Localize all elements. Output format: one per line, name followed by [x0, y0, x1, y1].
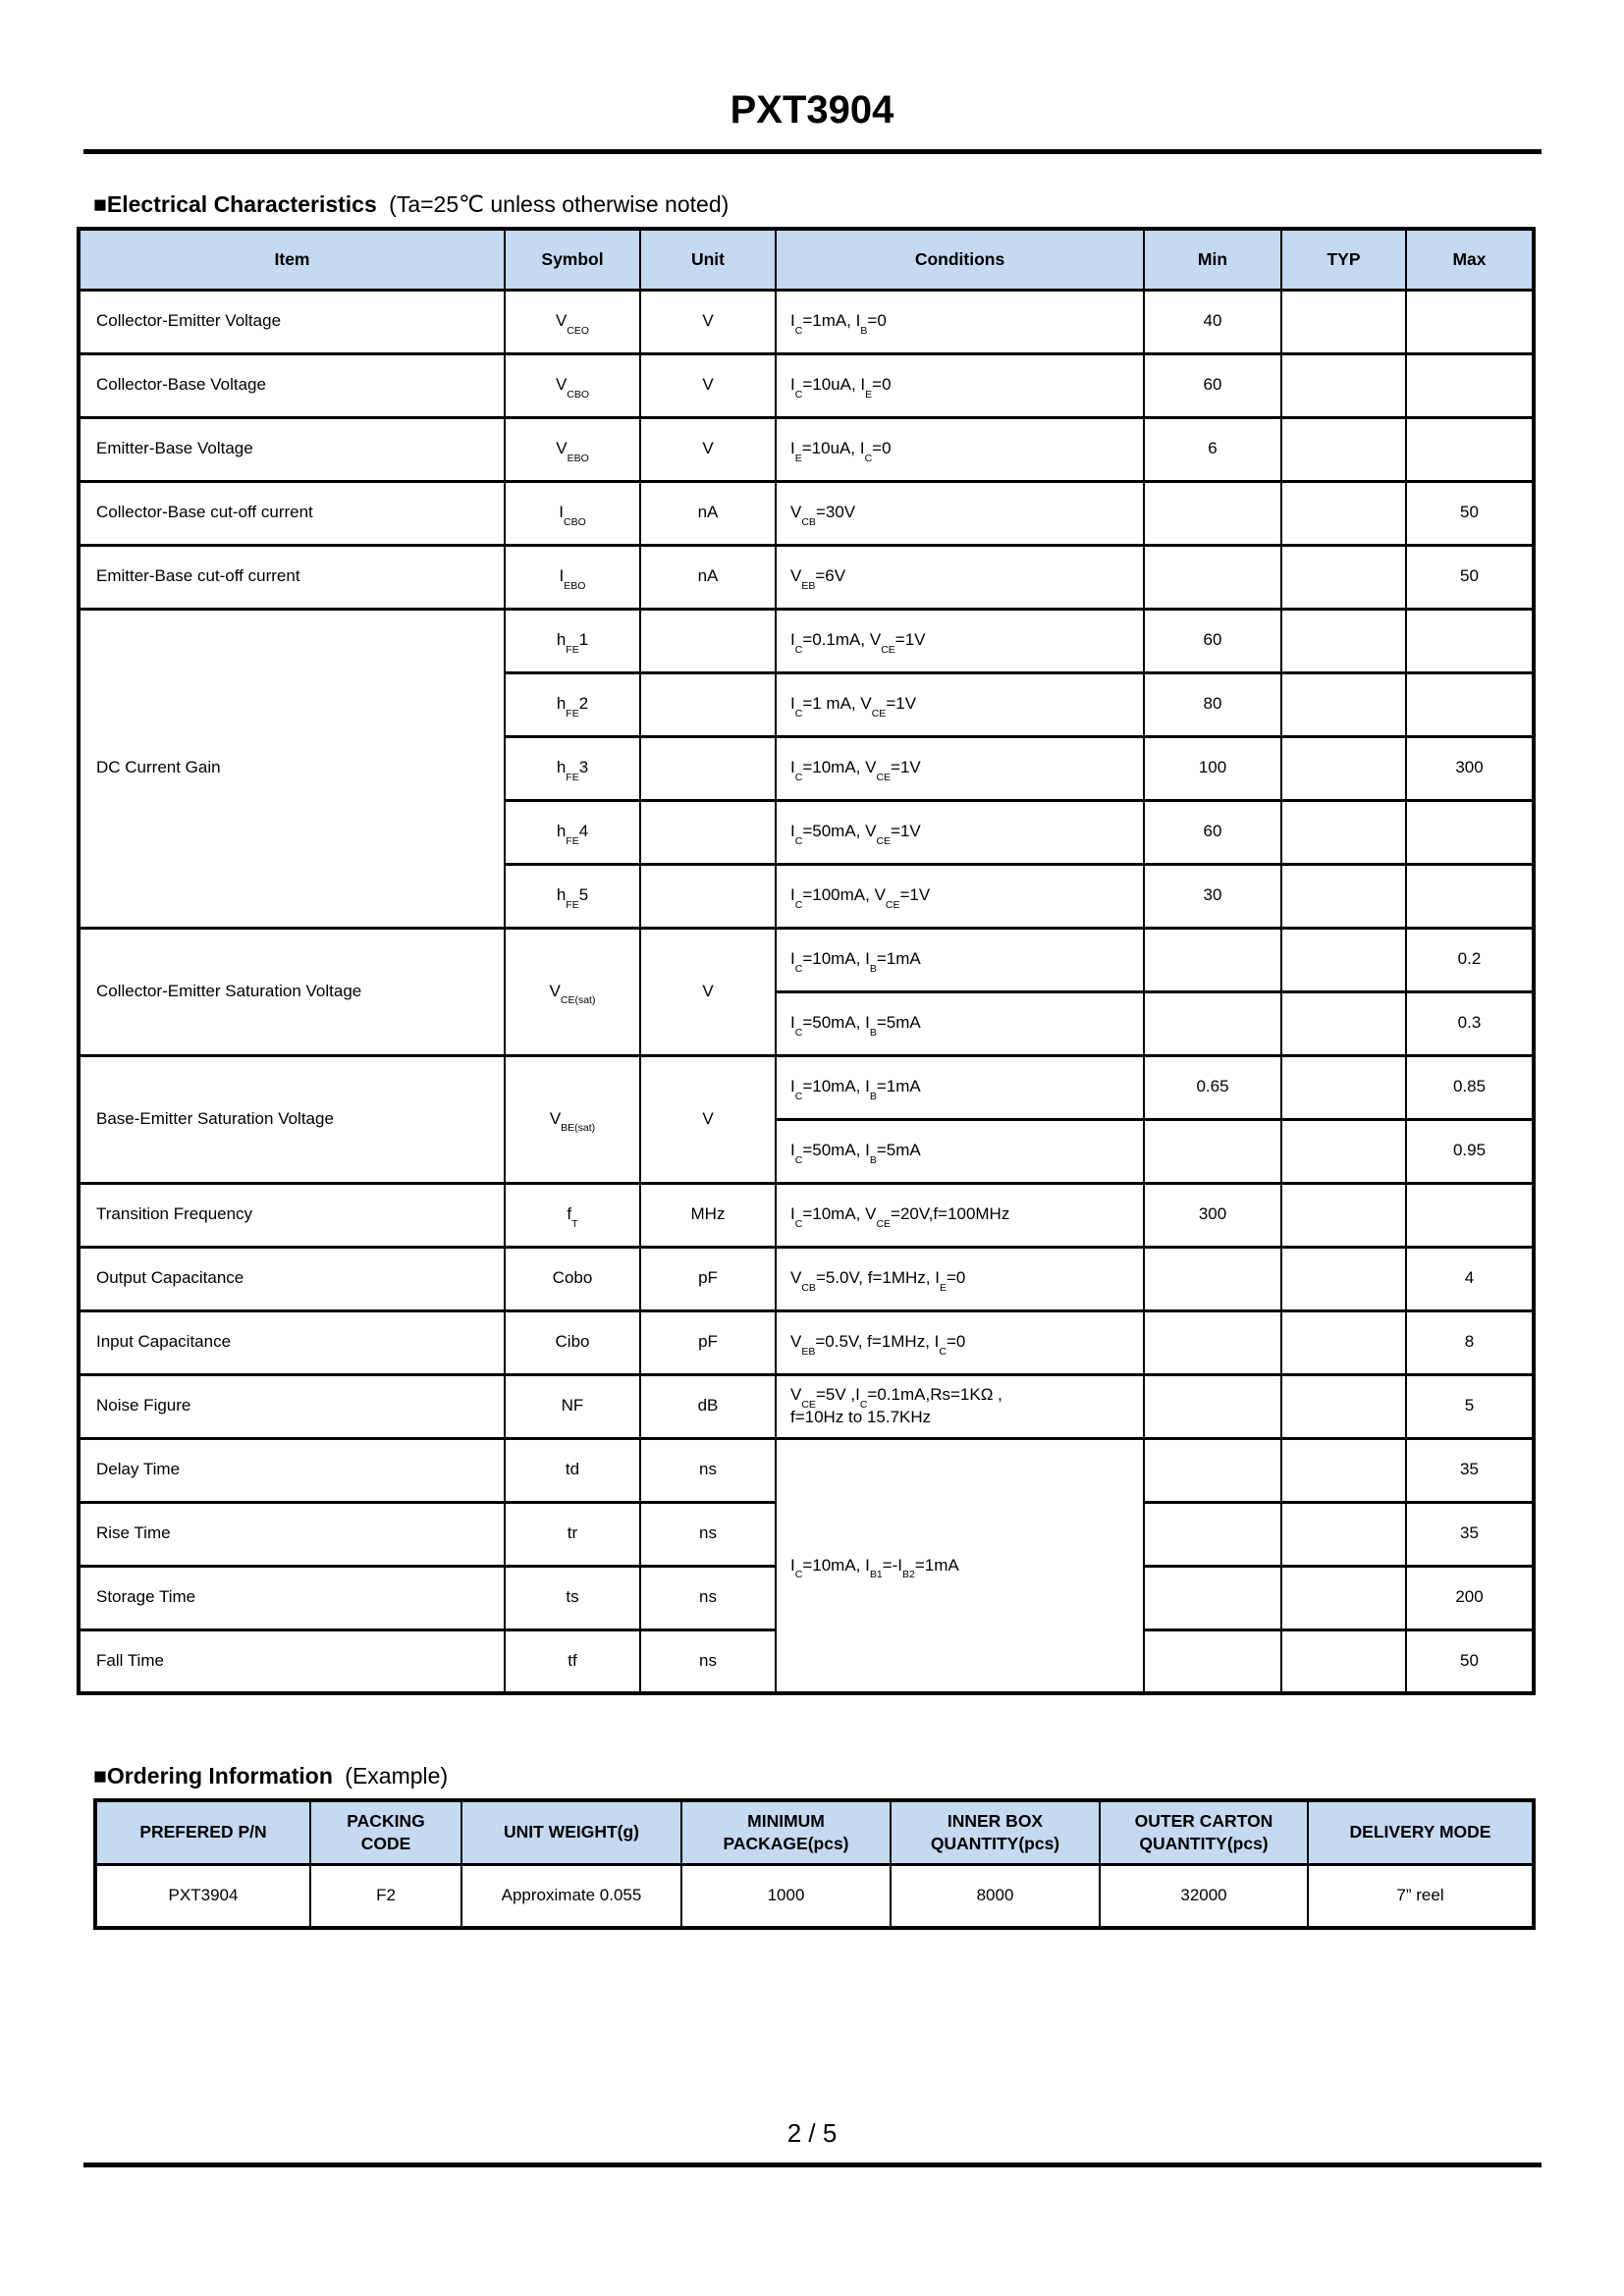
cell-symbol: $V_{EBO}$	[505, 417, 640, 481]
cell-item: Input Capacitance	[79, 1310, 505, 1374]
cell-typ	[1281, 1566, 1406, 1629]
cell-typ	[1281, 353, 1406, 417]
cell-typ	[1281, 290, 1406, 353]
cell-symbol: $h_{FE}1$	[505, 609, 640, 672]
cell-conditions: $V_{CE}=5V$ $,I_C=0.1mA,Rs=1K\Omega$ , f=10Hz to 15.7KHz	[776, 1374, 1144, 1438]
cell-min: 80	[1144, 672, 1281, 736]
cell-conditions: $I_C=10mA$, $V_{CE}=1V$	[776, 736, 1144, 800]
cell-item: DC Current Gain	[79, 609, 505, 928]
cell-unit: ns	[640, 1502, 776, 1566]
cell-conditions: $I_C=10mA$, $I_B=1mA$	[776, 1055, 1144, 1119]
cell-conditions: $I_C=100mA$, $V_{CE}=1V$	[776, 864, 1144, 928]
table-row	[79, 1183, 1534, 1247]
cell-min	[1144, 481, 1281, 545]
cell-typ	[1281, 1055, 1406, 1119]
cell-max: 5	[1406, 1374, 1534, 1438]
cell-item: Collector-Base Voltage	[79, 353, 505, 417]
cell-typ	[1281, 736, 1406, 800]
table-row	[79, 481, 1534, 545]
column-header-max: Max	[1406, 229, 1534, 290]
cell-min	[1144, 991, 1281, 1055]
cell-symbol: $V_{CBO}$	[505, 353, 640, 417]
cell-max: 8	[1406, 1310, 1534, 1374]
cell-unit: V	[640, 417, 776, 481]
column-header-conditions: Conditions	[776, 229, 1144, 290]
cell-typ	[1281, 1502, 1406, 1566]
column-header-symbol: Symbol	[505, 229, 640, 290]
cell-min: 60	[1144, 800, 1281, 864]
cell-max: 300	[1406, 736, 1534, 800]
cell-symbol: $h_{FE}5$	[505, 864, 640, 928]
column-header-packing-code: PACKING CODE	[310, 1800, 461, 1864]
cell-minimum-package: 1000	[681, 1864, 891, 1928]
cell-delivery-mode: 7” reel	[1308, 1864, 1534, 1928]
cell-symbol: tf	[505, 1629, 640, 1693]
cell-typ	[1281, 545, 1406, 609]
cell-prefered-pn: PXT3904	[95, 1864, 310, 1928]
cell-typ	[1281, 800, 1406, 864]
cell-max	[1406, 417, 1534, 481]
cell-unit	[640, 800, 776, 864]
cell-conditions: $I_C=10mA$, $I_B=1mA$	[776, 928, 1144, 991]
table-row	[79, 1055, 1534, 1119]
title-rule	[83, 149, 1542, 154]
cell-symbol: Cibo	[505, 1310, 640, 1374]
ordering-table-body	[95, 1864, 1534, 1928]
cell-typ	[1281, 1247, 1406, 1310]
cell-conditions: $I_E=10uA$, $I_C=0$	[776, 417, 1144, 481]
cell-typ	[1281, 481, 1406, 545]
electrical-section-heading	[93, 191, 729, 219]
cell-max	[1406, 609, 1534, 672]
table-row	[95, 1864, 1534, 1928]
cell-min	[1144, 1438, 1281, 1502]
cell-max	[1406, 1183, 1534, 1247]
column-header-unit: Unit	[640, 229, 776, 290]
cell-symbol: $h_{FE}4$	[505, 800, 640, 864]
cell-item: Emitter-Base cut-off current	[79, 545, 505, 609]
cell-max	[1406, 290, 1534, 353]
cell-symbol: tr	[505, 1502, 640, 1566]
cell-unit: V	[640, 928, 776, 1055]
column-header-item: Item	[79, 229, 505, 290]
cell-min: 40	[1144, 290, 1281, 353]
cell-item: Collector-Base cut-off current	[79, 481, 505, 545]
cell-unit: ns	[640, 1629, 776, 1693]
cell-typ	[1281, 609, 1406, 672]
cell-item: Output Capacitance	[79, 1247, 505, 1310]
cell-item: Noise Figure	[79, 1374, 505, 1438]
cell-max: 0.95	[1406, 1119, 1534, 1183]
cell-max: 0.3	[1406, 991, 1534, 1055]
ordering-table-header	[95, 1800, 1534, 1864]
cell-unit: nA	[640, 545, 776, 609]
cell-max	[1406, 864, 1534, 928]
cell-min: 100	[1144, 736, 1281, 800]
column-header-delivery-mode: DELIVERY MODE	[1308, 1800, 1534, 1864]
electrical-heading-note: (Ta=25℃ unless otherwise noted)	[389, 191, 730, 217]
cell-min	[1144, 1566, 1281, 1629]
cell-conditions: $I_C=50mA$, $I_B=5mA$	[776, 1119, 1144, 1183]
cell-item: Emitter-Base Voltage	[79, 417, 505, 481]
cell-unit	[640, 736, 776, 800]
cell-min: 30	[1144, 864, 1281, 928]
table-row	[79, 928, 1534, 991]
cell-item: Delay Time	[79, 1438, 505, 1502]
cell-typ	[1281, 864, 1406, 928]
cell-min	[1144, 545, 1281, 609]
cell-max	[1406, 800, 1534, 864]
header-row	[79, 229, 1534, 290]
table-row	[79, 1374, 1534, 1438]
table-row	[79, 1310, 1534, 1374]
footer-rule	[83, 2163, 1542, 2167]
cell-symbol: $h_{FE}2$	[505, 672, 640, 736]
table-row	[79, 290, 1534, 353]
cell-symbol: $V_{CE(sat)}$	[505, 928, 640, 1055]
cell-conditions: $I_C=1mA$, $I_B=0$	[776, 290, 1144, 353]
cell-symbol: $V_{BE(sat)}$	[505, 1055, 640, 1183]
cell-symbol: Cobo	[505, 1247, 640, 1310]
cell-typ	[1281, 1310, 1406, 1374]
cell-conditions: $V_{CB}=30V$	[776, 481, 1144, 545]
ordering-heading-text: ■Ordering Information	[93, 1763, 333, 1789]
cell-conditions: $I_C=10mA$, $V_{CE}=20V,f=100MHz$	[776, 1183, 1144, 1247]
cell-unit	[640, 609, 776, 672]
cell-unit-weight: Approximate 0.055	[461, 1864, 681, 1928]
ordering-section-heading	[93, 1763, 448, 1790]
cell-symbol: $f_T$	[505, 1183, 640, 1247]
cell-max: 35	[1406, 1502, 1534, 1566]
cell-unit: V	[640, 1055, 776, 1183]
page-number: 2 / 5	[786, 2118, 838, 2148]
cell-typ	[1281, 1183, 1406, 1247]
cell-conditions: $V_{EB}=0.5V$, f=1MHz, $I_C=0$	[776, 1310, 1144, 1374]
table-row	[79, 1247, 1534, 1310]
column-header-outer-carton-quantity: OUTER CARTON QUANTITY(pcs)	[1100, 1800, 1308, 1864]
electrical-table-header	[79, 229, 1534, 290]
cell-outer-carton-quantity: 32000	[1100, 1864, 1308, 1928]
cell-item: Transition Frequency	[79, 1183, 505, 1247]
column-header-minimum-package: MINIMUM PACKAGE(pcs)	[681, 1800, 891, 1864]
column-header-typ: TYP	[1281, 229, 1406, 290]
cell-unit: V	[640, 353, 776, 417]
table-row	[79, 609, 1534, 672]
electrical-heading-text: ■Electrical Characteristics	[93, 191, 377, 217]
cell-unit: pF	[640, 1247, 776, 1310]
cell-conditions: $V_{EB}=6V$	[776, 545, 1144, 609]
cell-symbol: $I_{EBO}$	[505, 545, 640, 609]
cell-max: 4	[1406, 1247, 1534, 1310]
cell-typ	[1281, 1629, 1406, 1693]
cell-typ	[1281, 928, 1406, 991]
table-row	[79, 1438, 1534, 1502]
cell-item: Fall Time	[79, 1629, 505, 1693]
cell-unit	[640, 672, 776, 736]
column-header-min: Min	[1144, 229, 1281, 290]
cell-min: 6	[1144, 417, 1281, 481]
cell-unit: MHz	[640, 1183, 776, 1247]
cell-typ	[1281, 1119, 1406, 1183]
cell-symbol: NF	[505, 1374, 640, 1438]
cell-min	[1144, 928, 1281, 991]
cell-min: 60	[1144, 609, 1281, 672]
electrical-table-body	[79, 290, 1534, 1693]
table-row	[79, 353, 1534, 417]
cell-min: 60	[1144, 353, 1281, 417]
page-title: PXT3904	[730, 88, 894, 132]
cell-min	[1144, 1629, 1281, 1693]
column-header-inner-box-quantity: INNER BOX QUANTITY(pcs)	[891, 1800, 1100, 1864]
table-row	[79, 417, 1534, 481]
cell-max: 200	[1406, 1566, 1534, 1629]
cell-max	[1406, 672, 1534, 736]
cell-conditions: $I_C=0.1mA$, $V_{CE}=1V$	[776, 609, 1144, 672]
cell-unit	[640, 864, 776, 928]
cell-max: 0.2	[1406, 928, 1534, 991]
cell-typ	[1281, 672, 1406, 736]
cell-typ	[1281, 417, 1406, 481]
cell-max: 50	[1406, 481, 1534, 545]
ordering-information-table	[93, 1798, 1536, 1930]
cell-item: Rise Time	[79, 1502, 505, 1566]
cell-min: 0.65	[1144, 1055, 1281, 1119]
cell-max: 0.85	[1406, 1055, 1534, 1119]
cell-symbol: ts	[505, 1566, 640, 1629]
cell-conditions: $I_C=10uA$, $I_E=0$	[776, 353, 1144, 417]
cell-item: Base-Emitter Saturation Voltage	[79, 1055, 505, 1183]
cell-max: 50	[1406, 1629, 1534, 1693]
cell-conditions: $I_C=1$ mA, $V_{CE}=1V$	[776, 672, 1144, 736]
cell-unit: V	[640, 290, 776, 353]
column-header-unit-weight: UNIT WEIGHT(g)	[461, 1800, 681, 1864]
header-row	[95, 1800, 1534, 1864]
cell-item: Storage Time	[79, 1566, 505, 1629]
cell-min	[1144, 1119, 1281, 1183]
cell-typ	[1281, 991, 1406, 1055]
cell-min	[1144, 1310, 1281, 1374]
ordering-heading-note: (Example)	[345, 1763, 449, 1789]
cell-symbol: $h_{FE}3$	[505, 736, 640, 800]
table-row	[79, 545, 1534, 609]
cell-conditions: $I_C=10mA$, $I_{B1}=-I_{B2}=1mA$	[776, 1438, 1144, 1693]
cell-conditions: $V_{CB}=5.0V$, f=1MHz, $I_E=0$	[776, 1247, 1144, 1310]
cell-min	[1144, 1502, 1281, 1566]
cell-min	[1144, 1374, 1281, 1438]
cell-unit: pF	[640, 1310, 776, 1374]
cell-conditions: $I_C=50mA$, $V_{CE}=1V$	[776, 800, 1144, 864]
cell-typ	[1281, 1438, 1406, 1502]
cell-unit: dB	[640, 1374, 776, 1438]
cell-symbol: $V_{CEO}$	[505, 290, 640, 353]
cell-unit: nA	[640, 481, 776, 545]
cell-conditions: $I_C=50mA$, $I_B=5mA$	[776, 991, 1144, 1055]
cell-min	[1144, 1247, 1281, 1310]
cell-inner-box-quantity: 8000	[891, 1864, 1100, 1928]
column-header-prefered-pn: PREFERED P/N	[95, 1800, 310, 1864]
cell-symbol: $I_{CBO}$	[505, 481, 640, 545]
cell-item: Collector-Emitter Saturation Voltage	[79, 928, 505, 1055]
cell-symbol: td	[505, 1438, 640, 1502]
cell-max: 35	[1406, 1438, 1534, 1502]
cell-unit: ns	[640, 1438, 776, 1502]
cell-packing-code: F2	[310, 1864, 461, 1928]
cell-max	[1406, 353, 1534, 417]
cell-min: 300	[1144, 1183, 1281, 1247]
cell-typ	[1281, 1374, 1406, 1438]
cell-item: Collector-Emitter Voltage	[79, 290, 505, 353]
electrical-characteristics-table	[77, 227, 1536, 1695]
cell-max: 50	[1406, 545, 1534, 609]
cell-unit: ns	[640, 1566, 776, 1629]
